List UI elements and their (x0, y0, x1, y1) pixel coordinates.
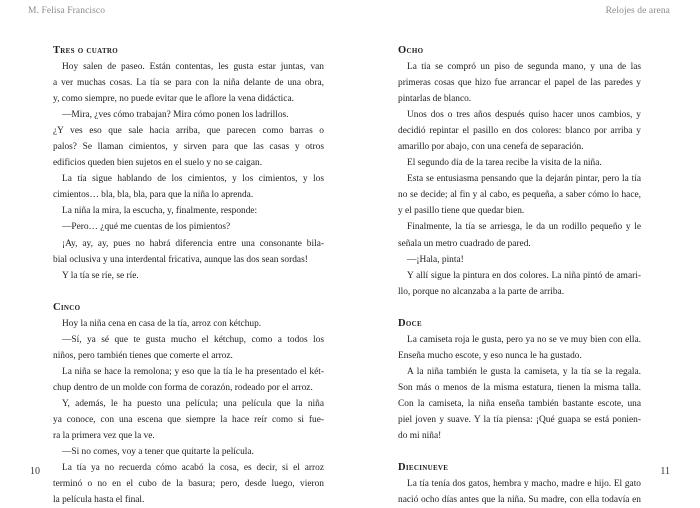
text-line: a ver muchas cosas. La tía se para con la niña delante de una obra, (53, 78, 324, 89)
section-spacer (398, 444, 641, 460)
text-line: llo, porque no alcanzaba a la parte de arriba. (398, 286, 565, 297)
text-line: terminó o no en el cubo de la basura; pero, desde luego, vieron (53, 479, 324, 490)
text-line: cimientos… bla, bla, bla, para que la niña lo aprenda. (53, 190, 254, 201)
text-line: Hoy salen de paseo. Están contentas, les gusta estar juntas, van (62, 62, 324, 72)
text-line: Esta se entusiasma pensando que la dejarán pintar, pero la tía (407, 174, 641, 185)
text-line: —Sí, ya sé que te gusta mucho el kétchup, como a todos los (62, 334, 324, 345)
text-line: palos? Se llaman cimientos, y sirven para que las casas y otros (53, 142, 324, 153)
left-page (0, 0, 350, 506)
running-head-author: M. Felisa Francisco (28, 6, 106, 16)
text-line: pintarlas de blanco. (398, 94, 472, 105)
right-page-text (398, 43, 641, 508)
text-line: La camiseta roja le gusta, pero ya no se ve muy bien con ella. (407, 334, 641, 345)
text-line: do mi niña! (398, 430, 442, 441)
page-number-left: 10 (30, 466, 40, 477)
left-page-text (53, 43, 324, 508)
running-head-title: Relojes de arena (605, 6, 670, 16)
text-line: —¡Hala, pinta! (407, 254, 464, 265)
text-line: Finalmente, la tía se arriesga, le da un rodillo pequeño y le (407, 222, 641, 233)
text-line: bial oclusiva y una interdental fricativa, aunque las dos sean sordas! (53, 254, 308, 265)
section-spacer (398, 300, 641, 316)
text-line: Y allí sigue la pintura en dos colores. La niña pintó de amari- (407, 270, 641, 281)
text-line: Y la tía se ríe, se ríe. (62, 270, 139, 281)
text-line: piel joven y suave. Y la tía piensa: ¡Qué guapa se está ponien- (398, 414, 641, 425)
text-line: edificios queden bien sujetos en el suelo y no se caigan. (53, 158, 263, 169)
text-line: amarillo por abajo, con una cenefa de separación. (398, 142, 584, 153)
right-page (350, 0, 700, 506)
section-heading: Doce (398, 317, 422, 329)
text-line: La tía se compró un piso de segunda mano, y una de las (407, 62, 641, 72)
text-line: La niña se hace la remolona; y eso que la tía le ha presentado el két- (62, 366, 324, 377)
text-line: niños, pero también tienes que comerte el arroz. (53, 350, 233, 361)
text-line: A la niña también le gusta la camiseta, y la tía se la regala. (407, 366, 641, 377)
text-line: nació ocho días antes que la niña. Su madre, con ella todavía en (398, 495, 641, 506)
text-line: y el pasillo tiene que quedar bien. (398, 206, 525, 217)
section-heading: Tres o cuatro (53, 45, 119, 56)
text-line: ¡Ay, ay, ay, pues no habrá diferencia entre una consonante bila- (62, 238, 324, 249)
section-spacer (53, 284, 324, 300)
text-line: La tía tenía dos gatos, hembra y macho, madre e hijo. El gato (407, 479, 641, 490)
section-heading: Diecinueve (398, 462, 449, 474)
text-line: Enseña mucho escote, y eso nunca le ha gustado. (398, 350, 582, 361)
text-line: La tía ya no recuerda cómo acabó la cosa, es decir, si el arroz (62, 463, 324, 474)
text-line: señala un metro cuadrado de pared. (398, 238, 531, 249)
text-line: chup dentro de un molde con forma de corazón, rodeado por el arroz. (53, 382, 313, 393)
text-line: —Mira, ¿ves cómo trabajan? Mira cómo ponen los ladrillos. (62, 110, 289, 121)
text-line: —Pero… ¿qué me cuentas de los pimientos? (62, 222, 231, 233)
text-line: Con la camiseta, la niña enseña también bastante escote, una (398, 398, 641, 409)
page-number-right: 11 (660, 466, 670, 477)
text-line: —Si no comes, voy a tener que quitarte la película. (62, 447, 254, 458)
text-line: primeras cosas que hizo fue arrancar el papel de las paredes y (398, 78, 641, 89)
text-line: ¿Y ves eso que sale hacia arriba, que parecen como barras o (53, 126, 324, 137)
text-line: decidió repintar el pasillo en dos colores: blanco por arriba y (398, 126, 641, 137)
text-line: Son más o menos de la misma estatura, tienen la misma talla. (398, 382, 641, 393)
text-line: El segundo día de la tarea recibe la visita de la niña. (407, 158, 602, 169)
text-line: Y, además, le ha puesto una película; una película que la niña (62, 398, 324, 409)
text-line: La tía sigue hablando de los cimientos, y los cimientos, y los (62, 174, 324, 185)
text-line: La niña la mira, la escucha, y, finalmente, responde: (62, 206, 258, 217)
text-line: Hoy la niña cena en casa de la tía, arroz con kétchup. (62, 318, 262, 329)
text-line: Unos dos o tres años después quiso hacer unos cambios, y (407, 110, 641, 121)
section-heading: Ocho (398, 45, 424, 56)
text-line: ra la primera vez que la ve. (53, 430, 155, 441)
text-line: no se decide; al fin y al cabo, es pequeña, a saber cómo lo hace, (398, 190, 641, 201)
text-line: ya conoce, con una escena que siempre la hace reír como si fue- (53, 414, 324, 425)
section-heading: Cinco (53, 301, 81, 313)
text-line: la película hasta el final. (53, 495, 145, 506)
text-line: y, como siempre, no puede evitar que le aflore la vena didáctica. (53, 94, 294, 105)
